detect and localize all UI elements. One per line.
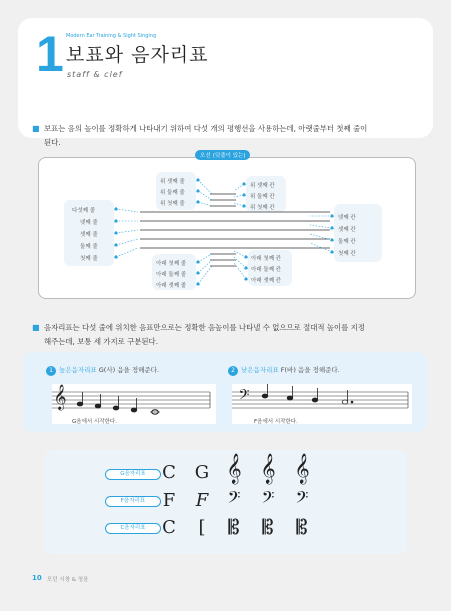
label-lower-ledger-line-1: 아래 첫째 줄 <box>156 261 187 267</box>
clef-intro-line-2: 해주는데, 보통 세 가지로 구분된다. <box>44 337 159 346</box>
note-d <box>131 408 137 412</box>
book-title: 모던 시창 & 청음 <box>47 577 89 583</box>
label-upper-ledger-space-1: 위 첫째 칸 <box>250 205 275 211</box>
page-number: 10 <box>32 574 42 582</box>
label-lower-ledger-line-3: 아래 셋째 줄 <box>156 283 187 289</box>
note-d <box>312 398 318 402</box>
example-1-name: 높은음자리표 <box>59 366 97 374</box>
intro-line-1: 보표는 음의 높이를 정확하게 나타내기 위하여 다섯 개의 평행선을 사용하는데, 아랫줄부터 첫째 줄이 <box>44 124 368 133</box>
g-clef-icon: 𝄞 <box>260 454 276 484</box>
g-clef-icon: 𝄞 <box>226 454 242 484</box>
note-f <box>262 394 268 398</box>
label-upper-ledger-line-1: 위 첫째 줄 <box>160 201 185 207</box>
label-space-4: 넷째 칸 <box>338 215 356 221</box>
c-clef-icon: 𝄡 <box>296 515 308 539</box>
label-upper-ledger-space-2: 위 둘째 칸 <box>250 194 275 200</box>
note-c-half <box>342 400 348 404</box>
bass-clef-icon: 𝄢 <box>238 387 250 407</box>
staff-diagram-title-main: 오선 <box>200 153 211 159</box>
bullet-icon: ■ <box>32 323 40 332</box>
g-clef-letter-c: C <box>162 462 176 483</box>
label-upper-ledger-space-3: 위 셋째 칸 <box>250 183 275 189</box>
f-clef-icon: 𝄢 <box>261 487 275 511</box>
c-clef-bracket: [ <box>198 517 206 538</box>
clef-type-label-f: F음자리표 <box>105 496 161 507</box>
example-1-note: G음에서 시작한다. <box>72 419 117 425</box>
treble-clef-icon: 𝄞 <box>53 385 67 410</box>
intro-line-2: 된다. <box>44 138 61 147</box>
clef-type-label-c: C음자리표 <box>105 523 161 534</box>
note-f <box>95 404 101 408</box>
note-e <box>287 396 293 400</box>
example-notes <box>77 384 353 414</box>
c-clef-icon: 𝄡 <box>228 515 240 539</box>
f-clef-icon: 𝄢 <box>227 487 241 511</box>
example-2-name: 낮은음자리표 <box>241 366 279 374</box>
label-lower-ledger-space-2: 아래 둘째 칸 <box>251 267 282 273</box>
label-upper-ledger-line-2: 위 둘째 줄 <box>160 190 185 196</box>
label-line-3: 셋째 줄 <box>80 232 98 238</box>
label-line-5: 다섯째 줄 <box>72 208 96 214</box>
g-clef-icon: 𝄞 <box>294 454 310 484</box>
label-line-1: 첫째 줄 <box>80 256 98 262</box>
label-lower-ledger-line-2: 아래 둘째 줄 <box>156 272 187 278</box>
label-line-4: 넷째 줄 <box>80 220 98 226</box>
g-clef-letter-g: G <box>194 462 210 483</box>
note-e <box>113 406 119 410</box>
f-clef-letter-f-italic: F <box>195 490 209 511</box>
label-line-2: 둘째 줄 <box>80 244 98 250</box>
page-subtitle: staff & clef <box>67 70 123 79</box>
clef-type-label-g: G음자리표 <box>105 469 161 480</box>
example-1-number: 1 <box>46 366 56 376</box>
c-clef-letter-c: C <box>162 517 176 538</box>
note-g <box>77 402 83 406</box>
f-clef-letter-f: F <box>162 490 176 511</box>
example-2-number: 2 <box>228 366 238 376</box>
bullet-icon: ■ <box>32 124 40 133</box>
label-space-3: 셋째 칸 <box>338 227 356 233</box>
page-title: 보표와 음자리표 <box>66 44 209 66</box>
label-lower-ledger-space-1: 아래 첫째 칸 <box>251 256 282 262</box>
f-clef-icon: 𝄢 <box>295 487 309 511</box>
label-lower-ledger-space-3: 아래 셋째 칸 <box>251 278 282 284</box>
c-clef-icon: 𝄡 <box>262 515 274 539</box>
chapter-number: 1 <box>36 26 64 82</box>
note-dot <box>351 401 353 403</box>
example-2-note: F음에서 시작한다. <box>254 419 298 425</box>
series-caption: Modern Ear Training & Sight Singing <box>66 33 157 39</box>
label-space-2: 둘째 칸 <box>338 239 356 245</box>
example-1-desc: G(사) 음을 정해준다. <box>98 366 160 374</box>
clef-intro-line-1: 음자리표는 다섯 줄에 위치한 음표만으로는 정확한 음높이를 나타낼 수 없으므로 절대적 높이를 지정 <box>44 323 365 332</box>
example-2-desc: F(바) 음을 정해준다. <box>280 366 340 374</box>
label-space-1: 첫째 칸 <box>338 251 356 257</box>
label-upper-ledger-line-3: 위 셋째 줄 <box>160 179 185 185</box>
example-staff-lines <box>52 392 408 412</box>
staff-diagram-title-sub: (덧줄이 있는) <box>212 153 246 159</box>
